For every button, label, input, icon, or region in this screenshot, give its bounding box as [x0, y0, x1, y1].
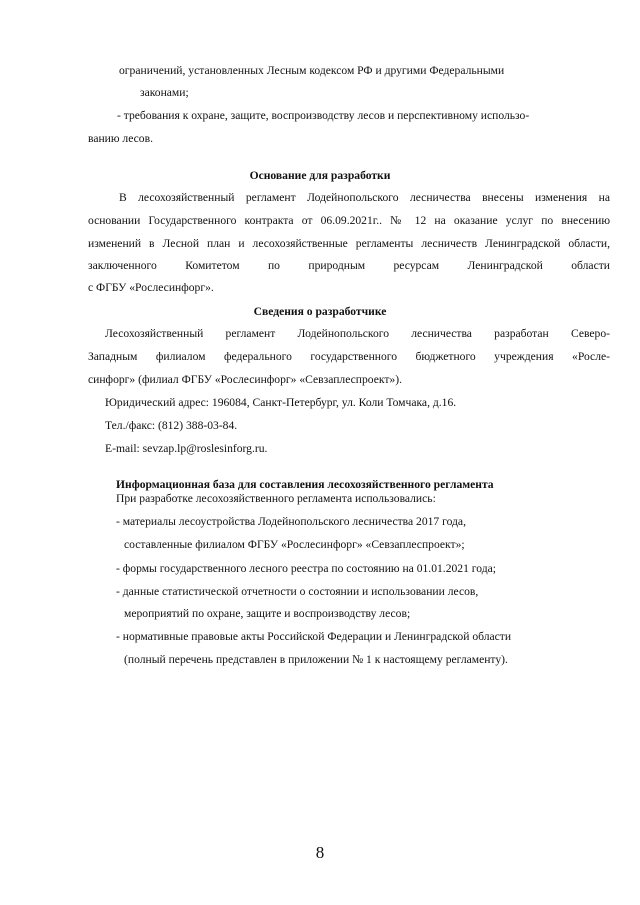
info-base-item: составленные филиалом ФГБУ «Рослесинфорг» «Севзаплеспроект»; — [124, 538, 465, 551]
info-base-intro: При разработке лесохозяйственного регламента использовались: — [116, 492, 436, 505]
developer-line-2: Западным филиалом федерального государственного бюджетного учреждения «Росле- — [88, 350, 610, 363]
developer-heading: Сведения о разработчике — [253, 305, 387, 318]
info-base-item: - формы государственного лесного реестра по состоянию на 01.01.2021 года; — [116, 562, 496, 575]
intro-line-2: законами; — [140, 86, 189, 99]
basis-line-4: заключенного Комитетом по природным ресурсам Ленинградской области — [88, 259, 610, 272]
basis-line-5: с ФГБУ «Рослесинфорг». — [88, 281, 214, 294]
info-base-item: - данные статистической отчетности о состоянии и использовании лесов, — [116, 585, 479, 598]
basis-line-3: изменений в Лесной план и лесохозяйственные регламенты лесничеств Ленинградской области, — [88, 237, 610, 250]
info-base-item: - материалы лесоустройства Лодейнопольского лесничества 2017 года, — [116, 515, 466, 528]
developer-line-3: синфорг» (филиал ФГБУ «Рослесинфорг» «Севзаплеспроект»). — [88, 373, 402, 386]
basis-line-2: основании Государственного контракта от 06.09.2021г.. № 12 на оказание услуг по внесению — [88, 214, 610, 227]
intro-line-3: - требования к охране, защите, воспроизводству лесов и перспективному использо- — [117, 109, 530, 122]
basis-heading: Основание для разработки — [249, 169, 391, 182]
basis-line-1: В лесохозяйственный регламент Лодейнопольского лесничества внесены изменения на — [119, 191, 610, 204]
intro-line-4: ванию лесов. — [88, 132, 153, 145]
intro-line-1: ограничений, установленных Лесным кодексом РФ и другими Федеральными — [119, 64, 505, 77]
page-number: 8 — [315, 843, 325, 862]
info-base-heading: Информационная база для составления лесохозяйственного регламента — [116, 478, 494, 491]
info-base-item: (полный перечень представлен в приложении № 1 к настоящему регламенту). — [124, 653, 508, 666]
info-base-item: - нормативные правовые акты Российской Федерации и Ленинградской области — [116, 630, 512, 643]
developer-address: Юридический адрес: 196084, Санкт-Петербург, ул. Коли Томчака, д.16. — [105, 396, 457, 409]
developer-phone: Тел./факс: (812) 388-03-84. — [105, 419, 238, 432]
developer-line-1: Лесохозяйственный регламент Лодейнопольского лесничества разработан Северо- — [105, 327, 610, 340]
developer-email: E-mail: sevzap.lp@roslesinforg.ru. — [105, 442, 268, 455]
info-base-item: мероприятий по охране, защите и воспроизводству лесов; — [124, 607, 411, 620]
